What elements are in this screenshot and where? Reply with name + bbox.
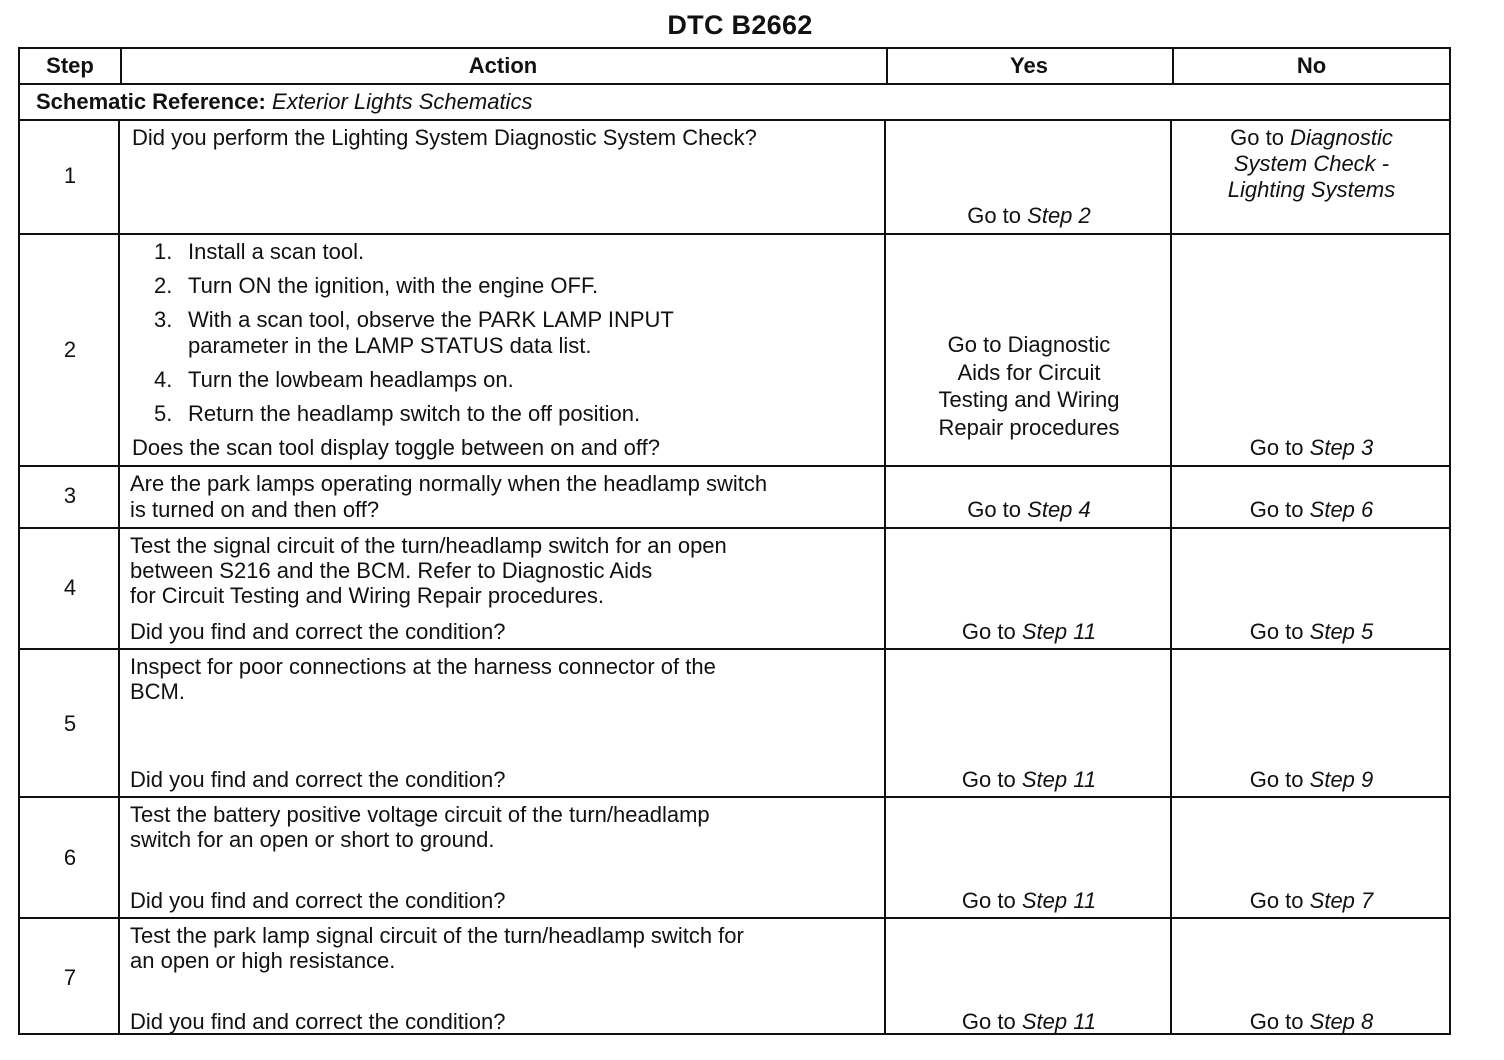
row-divider bbox=[20, 119, 1449, 121]
list-item bbox=[132, 367, 872, 393]
action-line: Test the signal circuit of the turn/headlamp switch for an open bbox=[130, 533, 727, 558]
step-link[interactable]: Step 11 bbox=[1021, 767, 1097, 792]
page-title: DTC B2662 bbox=[667, 10, 813, 40]
list-text: parameter in the LAMP STATUS data list. bbox=[188, 333, 592, 358]
no-result bbox=[1172, 619, 1451, 645]
go-to-text: Go to bbox=[961, 619, 1016, 644]
action-line: an open or high resistance. bbox=[130, 948, 396, 973]
list-number: 3. bbox=[154, 307, 173, 332]
question-text: Does the scan tool display toggle between on and off? bbox=[132, 435, 660, 460]
no-result bbox=[1172, 435, 1451, 461]
go-to-text: Go to bbox=[1249, 1009, 1304, 1034]
row-divider bbox=[20, 917, 1449, 919]
list-item bbox=[132, 307, 872, 359]
yes-result bbox=[886, 203, 1172, 229]
step-link[interactable]: Step 2 bbox=[1027, 203, 1091, 228]
action-line: Inspect for poor connections at the harness connector of the bbox=[130, 654, 716, 679]
yes-result bbox=[886, 497, 1172, 523]
step-number: 4 bbox=[63, 575, 77, 600]
action-text bbox=[130, 533, 727, 608]
result-line: Go to Diagnostic bbox=[947, 332, 1111, 357]
go-to-text: Go to bbox=[1249, 619, 1304, 644]
no-result bbox=[1172, 497, 1451, 523]
list-text: Return the headlamp switch to the off position. bbox=[188, 401, 641, 426]
step-link[interactable]: Step 11 bbox=[1021, 888, 1097, 913]
header-action: Action bbox=[468, 53, 538, 78]
list-text: Install a scan tool. bbox=[188, 239, 365, 264]
step-number: 1 bbox=[63, 163, 77, 188]
step-link[interactable]: Step 4 bbox=[1027, 497, 1091, 522]
go-to-text: Go to bbox=[1249, 435, 1304, 460]
list-number: 5. bbox=[154, 401, 173, 426]
list-item bbox=[132, 273, 872, 299]
go-to-text: Go to bbox=[967, 497, 1022, 522]
go-to-text: Go to bbox=[967, 203, 1022, 228]
schematic-label: Schematic Reference: bbox=[36, 89, 266, 114]
row-divider bbox=[20, 83, 1449, 85]
list-text: Turn the lowbeam headlamps on. bbox=[188, 367, 514, 392]
action-text bbox=[130, 923, 744, 973]
step-link[interactable]: Step 5 bbox=[1309, 619, 1374, 644]
no-result bbox=[1172, 888, 1451, 914]
question-text: Did you find and correct the condition? bbox=[130, 1009, 506, 1034]
question-text: Did you find and correct the condition? bbox=[130, 619, 506, 644]
yes-result bbox=[886, 331, 1172, 441]
row-divider bbox=[20, 465, 1449, 467]
go-to-text: Go to bbox=[1249, 497, 1304, 522]
row-divider bbox=[20, 796, 1449, 798]
step-number: 6 bbox=[63, 845, 77, 870]
go-to-text: Go to bbox=[961, 1009, 1016, 1034]
action-line: Test the battery positive voltage circuit of the turn/headlamp bbox=[130, 802, 710, 827]
go-to-text: Go to bbox=[1230, 125, 1284, 150]
action-text: Did you perform the Lighting System Diagnostic System Check? bbox=[132, 125, 757, 150]
action-text bbox=[130, 802, 710, 852]
diagnostic-link[interactable]: Diagnostic bbox=[1290, 125, 1393, 150]
step-number: 5 bbox=[63, 711, 77, 736]
list-text: Turn ON the ignition, with the engine OFF. bbox=[188, 273, 599, 298]
question-text: Did you find and correct the condition? bbox=[130, 767, 506, 792]
diagnostic-link[interactable]: System Check - bbox=[1233, 151, 1390, 176]
no-result bbox=[1172, 1009, 1451, 1035]
list-number: 1. bbox=[154, 239, 173, 264]
list-item bbox=[132, 239, 872, 265]
action-line: switch for an open or short to ground. bbox=[130, 827, 495, 852]
step-link[interactable]: Step 6 bbox=[1309, 497, 1374, 522]
action-line: is turned on and then off? bbox=[130, 497, 380, 522]
action-line: Test the park lamp signal circuit of the turn/headlamp switch for bbox=[130, 923, 744, 948]
yes-result bbox=[886, 767, 1172, 793]
header-step: Step bbox=[46, 53, 94, 78]
schematic-link[interactable]: Exterior Lights Schematics bbox=[272, 89, 533, 114]
header-yes: Yes bbox=[1010, 53, 1048, 78]
go-to-text: Go to bbox=[1249, 767, 1304, 792]
action-line: Are the park lamps operating normally when the headlamp switch bbox=[130, 471, 768, 496]
list-text: With a scan tool, observe the PARK LAMP INPUT bbox=[188, 307, 674, 332]
step-link[interactable]: Step 3 bbox=[1309, 435, 1374, 460]
list-number: 4. bbox=[154, 367, 173, 392]
result-line: Aids for Circuit bbox=[957, 359, 1101, 385]
no-result bbox=[1172, 125, 1451, 203]
row-divider bbox=[20, 233, 1449, 235]
yes-result bbox=[886, 619, 1172, 645]
action-line: between S216 and the BCM. Refer to Diagnostic Aids bbox=[130, 558, 653, 583]
go-to-text: Go to bbox=[961, 767, 1016, 792]
yes-result bbox=[886, 888, 1172, 914]
action-text bbox=[130, 471, 767, 523]
action-text bbox=[130, 654, 716, 704]
question-text: Did you find and correct the condition? bbox=[130, 888, 506, 913]
action-line: BCM. bbox=[130, 679, 185, 704]
step-number: 2 bbox=[63, 337, 77, 362]
step-link[interactable]: Step 8 bbox=[1309, 1009, 1374, 1034]
action-line: for Circuit Testing and Wiring Repair procedures. bbox=[130, 583, 605, 608]
row-divider bbox=[20, 648, 1449, 650]
list-item bbox=[132, 401, 872, 427]
go-to-text: Go to bbox=[1249, 888, 1304, 913]
result-line: Repair procedures bbox=[938, 414, 1120, 440]
diagnostic-link[interactable]: Lighting Systems bbox=[1227, 177, 1396, 202]
step-number: 7 bbox=[63, 965, 77, 990]
step-link[interactable]: Step 9 bbox=[1309, 767, 1374, 792]
no-result bbox=[1172, 767, 1451, 793]
step-number: 3 bbox=[63, 483, 77, 508]
step-link[interactable]: Step 7 bbox=[1309, 888, 1374, 913]
step-link[interactable]: Step 11 bbox=[1021, 1009, 1097, 1034]
go-to-text: Go to bbox=[961, 888, 1016, 913]
result-line: Testing and Wiring bbox=[938, 387, 1120, 412]
row-divider bbox=[20, 527, 1449, 529]
list-number: 2. bbox=[154, 273, 173, 298]
action-list bbox=[132, 239, 872, 461]
diagnostic-table bbox=[18, 47, 1451, 1035]
schematic-reference bbox=[36, 89, 532, 115]
yes-result bbox=[886, 1009, 1172, 1035]
header-no: No bbox=[1296, 53, 1327, 78]
step-link[interactable]: Step 11 bbox=[1021, 619, 1097, 644]
